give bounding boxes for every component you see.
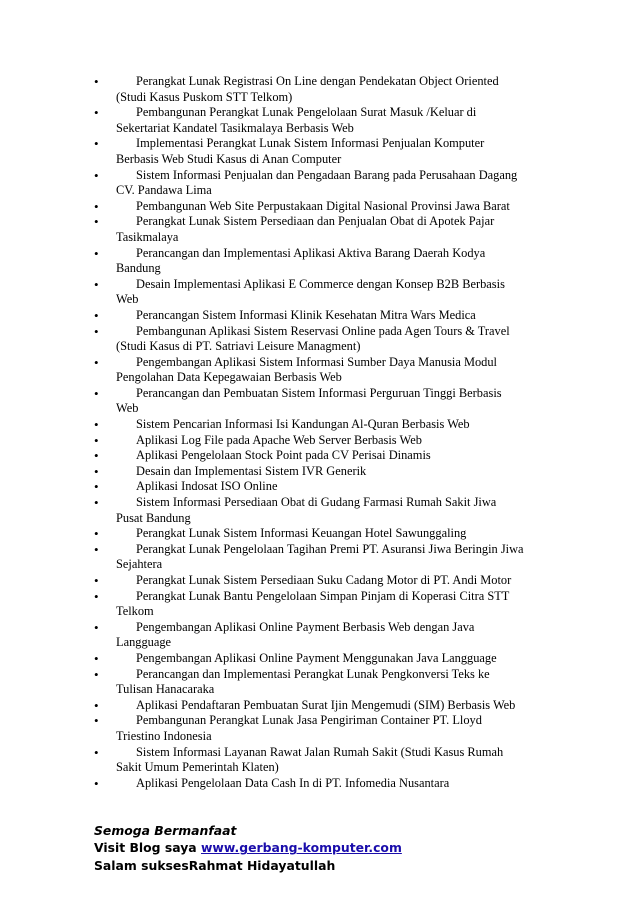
list-item-text: Sistem Informasi Persediaan Obat di Gudang Farmasi Rumah Sakit Jiwa Pusat Bandung	[116, 495, 497, 525]
bullet-icon: •	[94, 573, 99, 588]
bullet-icon: •	[94, 619, 99, 635]
list-item	[94, 386, 524, 417]
list-item-text: Aplikasi Pendaftaran Pembuatan Surat Ijin Mengemudi (SIM) Berbasis Web	[136, 697, 516, 712]
list-item	[94, 745, 524, 776]
list-item	[94, 168, 524, 199]
list-item	[94, 573, 524, 589]
list-item	[94, 448, 524, 464]
bullet-icon: •	[94, 541, 99, 557]
list-item-text: Aplikasi Pengelolaan Stock Point pada CV Perisai Dinamis	[136, 448, 431, 463]
signature-line: Salam suksesRahmat Hidayatullah	[94, 857, 336, 873]
bullet-icon: •	[94, 432, 99, 448]
list-item	[94, 74, 524, 105]
list-item-text: Perancangan dan Implementasi Aplikasi Aktiva Barang Daerah Kodya Bandung	[116, 245, 486, 276]
bullet-icon: •	[94, 245, 99, 261]
thesis-title-list	[94, 74, 524, 791]
list-item	[94, 526, 524, 542]
list-item	[94, 464, 524, 480]
list-item-text: Perancangan dan Implementasi Perangkat Lunak Pengkonversi Teks ke Tulisan Hanacaraka	[116, 666, 490, 697]
list-item	[94, 324, 524, 355]
list-item-text: Perangkat Lunak Registrasi On Line dengan Pendekatan Object Oriented (Studi Kasus Puskom STT Telkom)	[116, 74, 499, 104]
bullet-icon: •	[94, 775, 99, 791]
list-item-text: Pengembangan Aplikasi Online Payment Berbasis Web dengan Java Langguage	[116, 619, 475, 650]
bullet-icon: •	[94, 448, 99, 464]
list-item-text: Perangkat Lunak Sistem Informasi Keuangan Hotel Sawunggaling	[136, 526, 467, 541]
blog-link[interactable]: www.gerbang-komputer.com	[200, 840, 402, 856]
list-item-text: Perancangan dan Pembuatan Sistem Informasi Perguruan Tinggi Berbasis Web	[116, 385, 502, 416]
closing-line: Semoga Bermanfaat	[94, 823, 237, 838]
bullet-icon: •	[94, 276, 99, 292]
list-item-text: Sistem Informasi Layanan Rawat Jalan Rumah Sakit (Studi Kasus Rumah Sakit Umum Pemerintah Klaten)	[116, 744, 504, 775]
list-item	[94, 651, 524, 667]
list-item-text: Pembangunan Perangkat Lunak Pengelolaan Surat Masuk /Keluar di Sekertariat Kandatel Tasikmalaya Berbasis Web	[116, 105, 477, 135]
bullet-icon: •	[94, 666, 99, 682]
list-item-text: Perangkat Lunak Bantu Pengelolaan Simpan Pinjam di Koperasi Citra STT Telkom	[116, 588, 510, 619]
bullet-icon: •	[94, 136, 99, 152]
list-item-text: Implementasi Perangkat Lunak Sistem Informasi Penjualan Komputer Berbasis Web Studi Kasus di Anan Computer	[116, 136, 485, 166]
footer	[94, 822, 554, 874]
bullet-icon: •	[94, 417, 99, 433]
bullet-icon: •	[94, 650, 99, 666]
bullet-icon: •	[94, 463, 99, 479]
list-item	[94, 136, 524, 167]
list-item-text: Sistem Pencarian Informasi Isi Kandungan Al-Quran Berbasis Web	[136, 417, 470, 432]
list-item	[94, 667, 524, 698]
list-item-text: Aplikasi Indosat ISO Online	[136, 479, 278, 494]
bullet-icon: •	[94, 713, 99, 729]
list-item	[94, 417, 524, 433]
list-item-text: Pembangunan Perangkat Lunak Jasa Pengiriman Container PT. Lloyd Triestino Indonesia	[116, 713, 482, 743]
list-item-text: Perangkat Lunak Sistem Persediaan dan Penjualan Obat di Apotek Pajar Tasikmalaya	[116, 214, 495, 244]
list-item	[94, 105, 524, 136]
list-item	[94, 355, 524, 386]
list-item	[94, 308, 524, 324]
list-item	[94, 433, 524, 449]
list-item-text: Pengembangan Aplikasi Online Payment Menggunakan Java Langguage	[136, 650, 497, 665]
bullet-icon: •	[94, 697, 99, 713]
bullet-icon: •	[94, 105, 99, 121]
list-item-text: Desain Implementasi Aplikasi E Commerce dengan Konsep B2B Berbasis Web	[116, 276, 505, 307]
list-item-text: Pembangunan Aplikasi Sistem Reservasi Online pada Agen Tours & Travel (Studi Kasus di PT. Satriavi Leisure Managment)	[116, 323, 510, 354]
bullet-icon: •	[94, 526, 99, 542]
list-item-text: Pengembangan Aplikasi Sistem Informasi Sumber Daya Manusia Modul Pengolahan Data Kepegawaian Berbasis Web	[116, 354, 497, 385]
list-item	[94, 214, 524, 245]
bullet-icon: •	[94, 167, 99, 183]
bullet-icon: •	[94, 495, 99, 511]
bullet-icon: •	[94, 307, 99, 323]
list-item-text: Desain dan Implementasi Sistem IVR Generik	[136, 463, 367, 478]
list-item	[94, 620, 524, 651]
bullet-icon: •	[94, 74, 99, 89]
list-item	[94, 713, 524, 744]
list-item	[94, 479, 524, 495]
list-item	[94, 542, 524, 573]
bullet-icon: •	[94, 198, 99, 214]
list-item-text: Perangkat Lunak Pengelolaan Tagihan Premi PT. Asuransi Jiwa Beringin Jiwa Sejahtera	[116, 541, 524, 572]
bullet-icon: •	[94, 214, 99, 230]
blog-line	[94, 839, 554, 856]
list-item	[94, 776, 524, 792]
bullet-icon: •	[94, 354, 99, 370]
bullet-icon: •	[94, 385, 99, 401]
list-item-text: Perancangan Sistem Informasi Klinik Kesehatan Mitra Wars Medica	[136, 307, 476, 322]
list-item-text: Aplikasi Pengelolaan Data Cash In di PT. Infomedia Nusantara	[136, 775, 450, 790]
blog-label: Visit Blog saya	[94, 840, 201, 856]
bullet-icon: •	[94, 588, 99, 604]
list-item	[94, 589, 524, 620]
bullet-icon: •	[94, 323, 99, 339]
list-item-text: Aplikasi Log File pada Apache Web Server Berbasis Web	[136, 432, 422, 447]
list-item	[94, 277, 524, 308]
list-item	[94, 246, 524, 277]
bullet-icon: •	[94, 744, 99, 760]
list-item	[94, 698, 524, 714]
bullet-icon: •	[94, 479, 99, 495]
list-item	[94, 495, 524, 526]
list-item	[94, 199, 524, 215]
list-item-text: Perangkat Lunak Sistem Persediaan Suku Cadang Motor di PT. Andi Motor	[136, 573, 512, 587]
list-item-text: Pembangunan Web Site Perpustakaan Digital Nasional Provinsi Jawa Barat	[136, 198, 510, 213]
list-item-text: Sistem Informasi Penjualan dan Pengadaan Barang pada Perusahaan Dagang CV. Pandawa Lima	[116, 167, 518, 198]
